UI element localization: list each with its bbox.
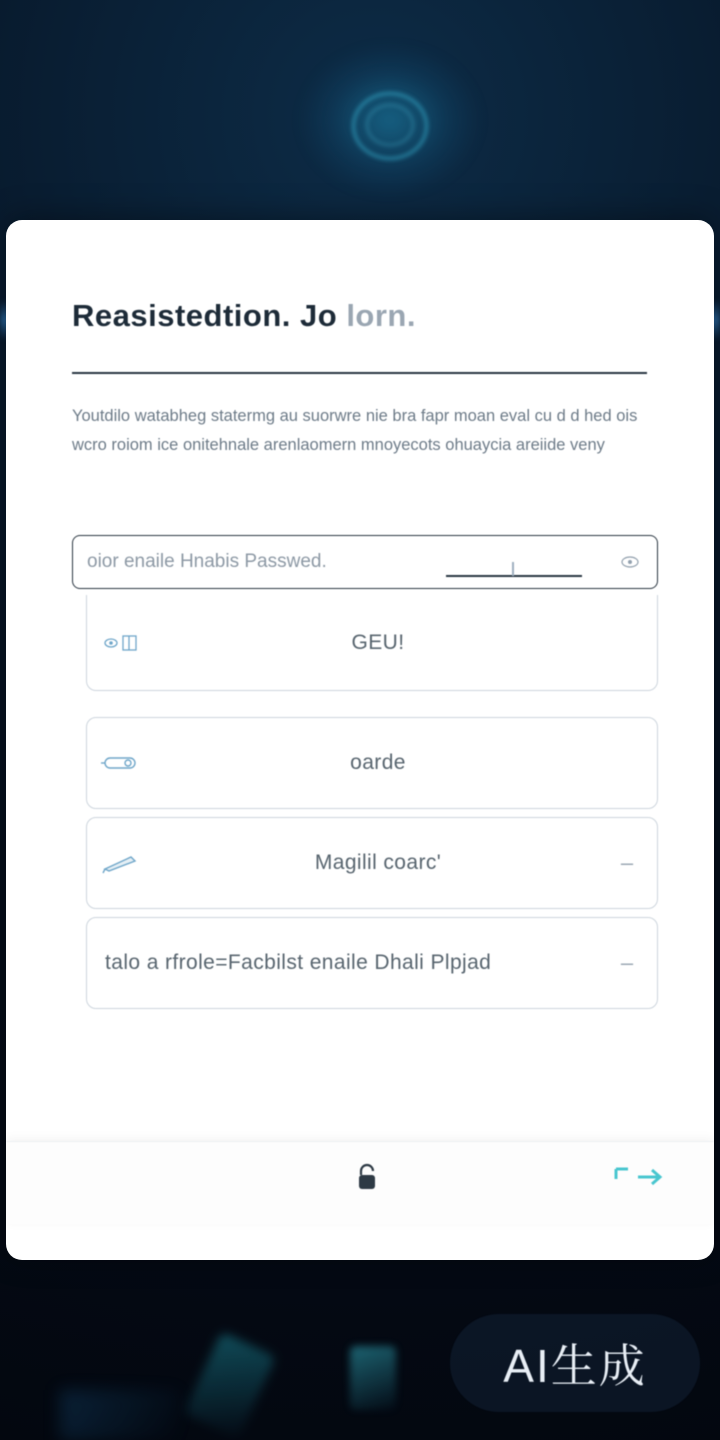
page-description: Youtdilo watabheg statermg au suorwre nie bra fapr moan eval cu d d hed ois wcro roiom ice onitehnale arenlaomern mnoyecots ohuayciа areiide veny	[72, 407, 638, 454]
background-ring-inner	[366, 104, 414, 146]
arrow-right-icon[interactable]	[612, 1164, 664, 1196]
password-input-value: oior enaile Hnabis Passwed.	[87, 551, 327, 572]
list-item-label: tаlо a rfrole=Facbilst enaile Dhali Plpjad	[105, 951, 492, 974]
page-title	[72, 298, 416, 334]
page-title-secondary: lorn.	[346, 298, 416, 333]
key-icon	[87, 751, 159, 775]
background-shape-b	[350, 1346, 396, 1410]
eye-icon	[87, 632, 159, 654]
list-item-trailing: –	[620, 950, 634, 975]
text-caret	[512, 562, 514, 576]
field-underline	[446, 575, 582, 577]
list-item-trailing: –	[620, 850, 634, 875]
page-title-main: Reasistedtion. Jo	[72, 298, 338, 333]
list-item-label: oarde	[350, 751, 406, 774]
list-item[interactable]	[86, 817, 658, 909]
list-item-label: Magilil coarc'	[314, 851, 442, 874]
list-item-label: GEU!	[351, 630, 405, 654]
background-shape-c	[60, 1390, 180, 1440]
list-item[interactable]	[86, 717, 658, 809]
bottom-sheet	[6, 220, 714, 1260]
ai-watermark: AI生成	[450, 1314, 700, 1412]
list-item[interactable]	[86, 595, 658, 691]
password-input[interactable]	[72, 535, 658, 589]
eye-icon[interactable]	[621, 555, 639, 567]
pen-icon	[87, 851, 159, 875]
list-item[interactable]	[86, 917, 658, 1009]
title-divider	[72, 372, 647, 374]
background-shape-a	[184, 1332, 276, 1439]
bottom-action-bar	[6, 1141, 714, 1224]
lock-icon[interactable]	[354, 1162, 380, 1200]
